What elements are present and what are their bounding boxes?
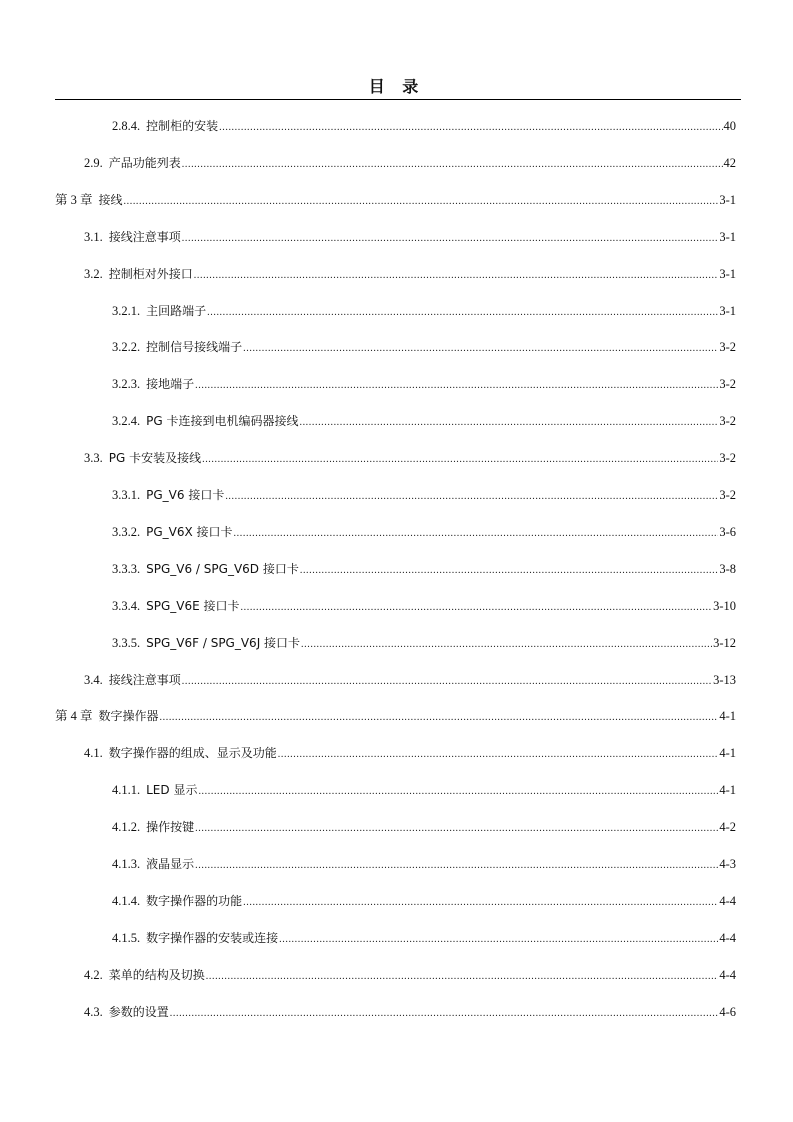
toc-dot-leader [182, 231, 719, 247]
toc-entry-number: 3.3.4. [112, 598, 141, 613]
toc-entry-page-number: 3-1 [719, 192, 736, 207]
toc-entry-title: SPG_V6 / SPG_V6D 接口卡 [146, 561, 299, 576]
toc-entry-title: 参数的设置 [108, 1004, 169, 1019]
toc-dot-leader [207, 305, 718, 321]
toc-entry-title: LED 显示 [146, 783, 198, 798]
toc-entry-page-number: 4-1 [719, 709, 736, 724]
toc-entry-label [112, 413, 298, 429]
toc-entry-number: 第 3 章 [55, 192, 93, 207]
toc-entry-title: 接线注意事项 [108, 672, 181, 687]
toc-entry[interactable] [84, 672, 736, 688]
toc-dot-leader [198, 784, 718, 800]
toc-entry-page-number: 3-1 [719, 303, 736, 318]
toc-entry-number: 3.2.1. [112, 303, 141, 318]
toc-entry-number: 3.2.4. [112, 414, 141, 429]
toc-entry[interactable] [112, 598, 736, 614]
toc-entry[interactable] [112, 376, 736, 392]
toc-entry[interactable] [112, 118, 736, 134]
toc-entry-number: 4.1.5. [112, 930, 141, 945]
toc-entry-label [112, 598, 240, 614]
toc-entry-label [55, 708, 159, 724]
toc-entry-page-number: 3-2 [719, 414, 736, 429]
toc-entry[interactable] [84, 266, 736, 282]
toc-entry-page-number: 3-1 [719, 229, 736, 244]
toc-entry-label [84, 967, 205, 983]
toc-entry-page-number: 4-3 [719, 857, 736, 871]
toc-entry-page-number: 40 [723, 119, 736, 133]
toc-entry-number: 3.1. [84, 229, 103, 244]
toc-entry-label [84, 672, 181, 688]
toc-entry-title: 数字操作器 [98, 709, 159, 724]
toc-entry-page-number: 3-1 [719, 266, 736, 281]
toc-entry-label [84, 155, 181, 171]
toc-entry-number: 3.4. [84, 672, 103, 687]
toc-entry-title: 液晶显示 [146, 857, 195, 871]
toc-entry-number: 4.3. [84, 1004, 103, 1019]
toc-dot-leader [241, 600, 713, 616]
toc-entry-page-number: 3-6 [719, 524, 736, 539]
toc-entry-label [112, 303, 206, 319]
toc-entry-title: 操作按键 [146, 820, 195, 835]
toc-dot-leader [195, 821, 718, 837]
toc-entry-page-number: 4-6 [719, 1004, 736, 1019]
toc-entry-title: 数字操作器的安装或连接 [146, 930, 279, 945]
toc-entry-page-number: 3-2 [719, 451, 736, 466]
toc-entry-number: 4.1.1. [112, 783, 141, 798]
toc-entry-number: 3.2. [84, 266, 103, 281]
toc-entry-number: 3.3.3. [112, 561, 141, 576]
toc-entry[interactable] [112, 561, 736, 577]
toc-entry-label [112, 376, 194, 392]
toc-entry[interactable] [55, 192, 736, 208]
toc-entry-page-number: 4-2 [719, 820, 736, 835]
toc-entry[interactable] [112, 782, 736, 798]
toc-entry[interactable] [112, 635, 736, 651]
toc-dot-leader [206, 969, 719, 985]
toc-entry-number: 3.2.3. [112, 377, 141, 392]
toc-entry[interactable] [112, 487, 736, 503]
toc-dot-leader [160, 710, 719, 726]
toc-entry-label [112, 856, 194, 872]
toc-entry[interactable] [84, 229, 736, 245]
toc-entry-label [112, 118, 218, 134]
toc-dot-leader [234, 526, 719, 542]
toc-entry-title: 控制信号接线端子 [146, 340, 243, 355]
toc-dot-leader [301, 637, 712, 653]
toc-dot-leader [182, 157, 723, 173]
toc-entry-title: 菜单的结构及切换 [108, 967, 205, 982]
toc-entry[interactable] [112, 339, 736, 355]
toc-dot-leader [219, 120, 722, 136]
toc-entry-title: PG_V6X 接口卡 [146, 524, 233, 539]
toc-entry[interactable] [84, 450, 736, 466]
toc-entry-title: 控制柜对外接口 [108, 266, 193, 281]
toc-entry-page-number: 3-2 [719, 340, 736, 355]
toc-entry-title: PG_V6 接口卡 [146, 488, 225, 502]
toc-entry-label [112, 524, 233, 540]
toc-entry-page-number: 3-2 [719, 488, 736, 502]
toc-entry-page-number: 4-4 [719, 967, 736, 982]
toc-entry[interactable] [84, 967, 736, 983]
toc-entry-label [84, 266, 193, 282]
toc-entry-title: PG 卡安装及接线 [108, 451, 202, 466]
toc-dot-leader [124, 194, 719, 210]
toc-entry-page-number: 42 [723, 155, 736, 170]
toc-dot-leader [300, 563, 718, 579]
toc-dot-leader [170, 1006, 719, 1022]
toc-entry-page-number: 3-8 [719, 561, 736, 576]
toc-entry-label [112, 487, 224, 503]
toc-dot-leader [195, 378, 718, 394]
toc-entry-title: 主回路端子 [146, 303, 207, 318]
toc-entry-title: SPG_V6F / SPG_V6J 接口卡 [146, 635, 301, 650]
toc-entry-number: 3.3.1. [112, 488, 141, 502]
toc-entry-title: 数字操作器的功能 [146, 893, 243, 908]
toc-entry-title: 产品功能列表 [108, 155, 181, 170]
toc-entry[interactable] [84, 1004, 736, 1020]
toc-entry-number: 3.3.5. [112, 635, 141, 650]
toc-entry[interactable] [112, 856, 736, 872]
toc-entry[interactable] [112, 303, 736, 319]
toc-entry[interactable] [112, 930, 736, 946]
toc-entry-label [112, 561, 299, 577]
toc-dot-leader [182, 674, 712, 690]
toc-entry[interactable] [55, 708, 736, 724]
title-divider [55, 99, 741, 100]
toc-entry[interactable] [112, 413, 736, 429]
toc-entry-title: 接地端子 [146, 377, 195, 392]
toc-entry-label [55, 192, 123, 208]
toc-entry-title: SPG_V6E 接口卡 [146, 598, 240, 613]
toc-entry-label [112, 635, 300, 651]
toc-entry-page-number: 3-12 [713, 635, 736, 650]
toc-entry-title: PG 卡连接到电机编码器接线 [146, 414, 299, 429]
toc-entry[interactable] [112, 893, 736, 909]
toc-entry-page-number: 4-4 [719, 930, 736, 945]
toc-entry-label [84, 229, 181, 245]
toc-entry-label [112, 782, 197, 798]
toc-entry-number: 2.9. [84, 155, 103, 170]
toc-dot-leader [225, 489, 718, 505]
toc-entry-title: 接线注意事项 [108, 229, 181, 244]
toc-entry-page-number: 3-2 [719, 377, 736, 392]
toc-entry-page-number: 4-1 [719, 746, 736, 761]
toc-entry-number: 2.8.4. [112, 119, 141, 133]
toc-entry-number: 第 4 章 [55, 709, 93, 724]
toc-entry-label [84, 450, 201, 466]
toc-entry-number: 4.1.3. [112, 857, 141, 871]
toc-dot-leader [194, 268, 719, 284]
toc-dot-leader [202, 452, 718, 468]
toc-entry[interactable] [112, 524, 736, 540]
toc-dot-leader [278, 747, 719, 763]
toc-entry-label [112, 339, 242, 355]
page-title: 目 录 [368, 77, 425, 96]
toc-dot-leader [299, 415, 718, 431]
toc-entry[interactable] [84, 745, 736, 761]
toc-entry-title: 数字操作器的组成、显示及功能 [108, 746, 277, 761]
toc-entry-page-number: 4-1 [719, 783, 736, 798]
toc-entry-number: 4.1.4. [112, 893, 141, 908]
toc-entry-page-number: 4-4 [719, 893, 736, 908]
toc-entry-number: 4.1.2. [112, 820, 141, 835]
toc-entry-label [112, 893, 242, 909]
toc-entry-number: 4.2. [84, 967, 103, 982]
toc-entry-number: 3.3.2. [112, 524, 141, 539]
toc-entry[interactable] [84, 155, 736, 171]
toc-entry[interactable] [112, 819, 736, 835]
toc-dot-leader [195, 858, 718, 874]
toc-entry-title: 控制柜的安装 [146, 119, 219, 133]
toc-entry-number: 3.3. [84, 451, 103, 466]
toc-entry-label [84, 745, 277, 761]
toc-entry-page-number: 3-13 [713, 672, 736, 687]
toc-entry-label [112, 930, 278, 946]
toc-dot-leader [279, 932, 718, 948]
toc-entry-title: 接线 [98, 192, 123, 207]
toc-entry-number: 3.2.2. [112, 340, 141, 355]
toc-entry-label [112, 819, 194, 835]
toc-dot-leader [243, 895, 718, 911]
toc-entry-number: 4.1. [84, 746, 103, 761]
toc-entry-label [84, 1004, 169, 1020]
toc-dot-leader [243, 341, 718, 357]
toc-entry-page-number: 3-10 [713, 598, 736, 613]
